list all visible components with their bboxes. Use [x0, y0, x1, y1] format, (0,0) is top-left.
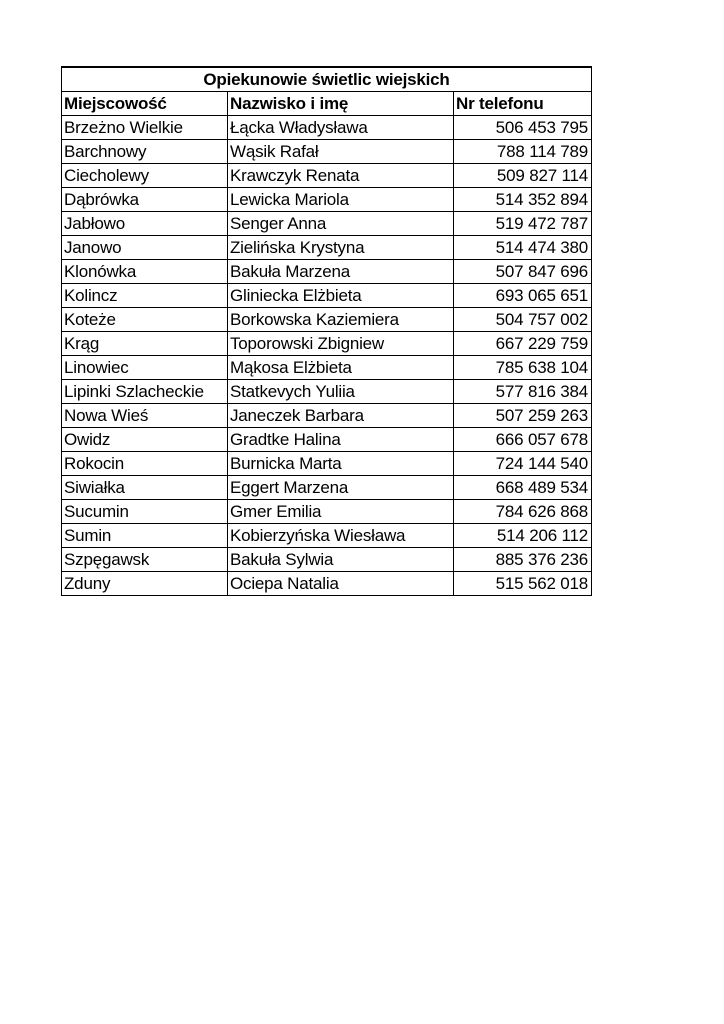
table-row [62, 428, 592, 452]
table-row [62, 164, 592, 188]
cell-phone: 514 352 894 [454, 188, 592, 212]
header-name: Nazwisko i imę [228, 92, 454, 116]
cell-name: Zielińska Krystyna [228, 236, 454, 260]
table-title: Opiekunowie świetlic wiejskich [62, 67, 592, 92]
cell-name: Bakuła Sylwia [228, 548, 454, 572]
cell-place: Krąg [62, 332, 228, 356]
cell-place: Owidz [62, 428, 228, 452]
table-row [62, 236, 592, 260]
cell-name: Gradtke Halina [228, 428, 454, 452]
table-row [62, 476, 592, 500]
cell-name: Łącka Władysława [228, 116, 454, 140]
cell-phone: 788 114 789 [454, 140, 592, 164]
cell-name: Eggert Marzena [228, 476, 454, 500]
cell-phone: 514 206 112 [454, 524, 592, 548]
table-row [62, 116, 592, 140]
title-row [62, 67, 592, 92]
table-row [62, 356, 592, 380]
cell-name: Bakuła Marzena [228, 260, 454, 284]
cell-place: Siwiałka [62, 476, 228, 500]
cell-place: Szpęgawsk [62, 548, 228, 572]
table-row [62, 404, 592, 428]
table-row [62, 284, 592, 308]
table-row [62, 500, 592, 524]
cell-place: Barchnowy [62, 140, 228, 164]
cell-place: Nowa Wieś [62, 404, 228, 428]
cell-place: Dąbrówka [62, 188, 228, 212]
header-place: Miejscowość [62, 92, 228, 116]
cell-name: Senger Anna [228, 212, 454, 236]
cell-place: Zduny [62, 572, 228, 596]
cell-place: Janowo [62, 236, 228, 260]
cell-phone: 577 816 384 [454, 380, 592, 404]
cell-name: Borkowska Kaziemiera [228, 308, 454, 332]
table-row [62, 308, 592, 332]
table-row [62, 212, 592, 236]
table-row [62, 548, 592, 572]
cell-phone: 724 144 540 [454, 452, 592, 476]
header-phone: Nr telefonu [454, 92, 592, 116]
table-row [62, 524, 592, 548]
cell-name: Wąsik Rafał [228, 140, 454, 164]
cell-phone: 514 474 380 [454, 236, 592, 260]
cell-name: Burnicka Marta [228, 452, 454, 476]
cell-place: Sumin [62, 524, 228, 548]
cell-phone: 693 065 651 [454, 284, 592, 308]
cell-place: Ciecholewy [62, 164, 228, 188]
table-body [62, 116, 592, 596]
cell-place: Kolincz [62, 284, 228, 308]
cell-name: Mąkosa Elżbieta [228, 356, 454, 380]
cell-phone: 784 626 868 [454, 500, 592, 524]
caretakers-table [61, 66, 592, 596]
cell-name: Toporowski Zbigniew [228, 332, 454, 356]
cell-phone: 507 259 263 [454, 404, 592, 428]
cell-phone: 785 638 104 [454, 356, 592, 380]
table-row [62, 140, 592, 164]
cell-place: Sucumin [62, 500, 228, 524]
cell-name: Lewicka Mariola [228, 188, 454, 212]
cell-phone: 507 847 696 [454, 260, 592, 284]
cell-phone: 515 562 018 [454, 572, 592, 596]
cell-place: Rokocin [62, 452, 228, 476]
table-row [62, 452, 592, 476]
table-row [62, 188, 592, 212]
cell-place: Brzeżno Wielkie [62, 116, 228, 140]
cell-name: Ociepa Natalia [228, 572, 454, 596]
cell-name: Statkevych Yuliia [228, 380, 454, 404]
cell-phone: 666 057 678 [454, 428, 592, 452]
cell-phone: 504 757 002 [454, 308, 592, 332]
cell-place: Lipinki Szlacheckie [62, 380, 228, 404]
cell-name: Gmer Emilia [228, 500, 454, 524]
table-row [62, 572, 592, 596]
cell-name: Gliniecka Elżbieta [228, 284, 454, 308]
cell-name: Krawczyk Renata [228, 164, 454, 188]
cell-place: Jabłowo [62, 212, 228, 236]
cell-phone: 668 489 534 [454, 476, 592, 500]
header-row [62, 92, 592, 116]
table-row [62, 380, 592, 404]
table-row [62, 332, 592, 356]
cell-place: Klonówka [62, 260, 228, 284]
table-row [62, 260, 592, 284]
cell-name: Kobierzyńska Wiesława [228, 524, 454, 548]
cell-phone: 667 229 759 [454, 332, 592, 356]
cell-phone: 885 376 236 [454, 548, 592, 572]
cell-phone: 509 827 114 [454, 164, 592, 188]
cell-place: Linowiec [62, 356, 228, 380]
cell-place: Koteże [62, 308, 228, 332]
cell-phone: 519 472 787 [454, 212, 592, 236]
cell-name: Janeczek Barbara [228, 404, 454, 428]
cell-phone: 506 453 795 [454, 116, 592, 140]
